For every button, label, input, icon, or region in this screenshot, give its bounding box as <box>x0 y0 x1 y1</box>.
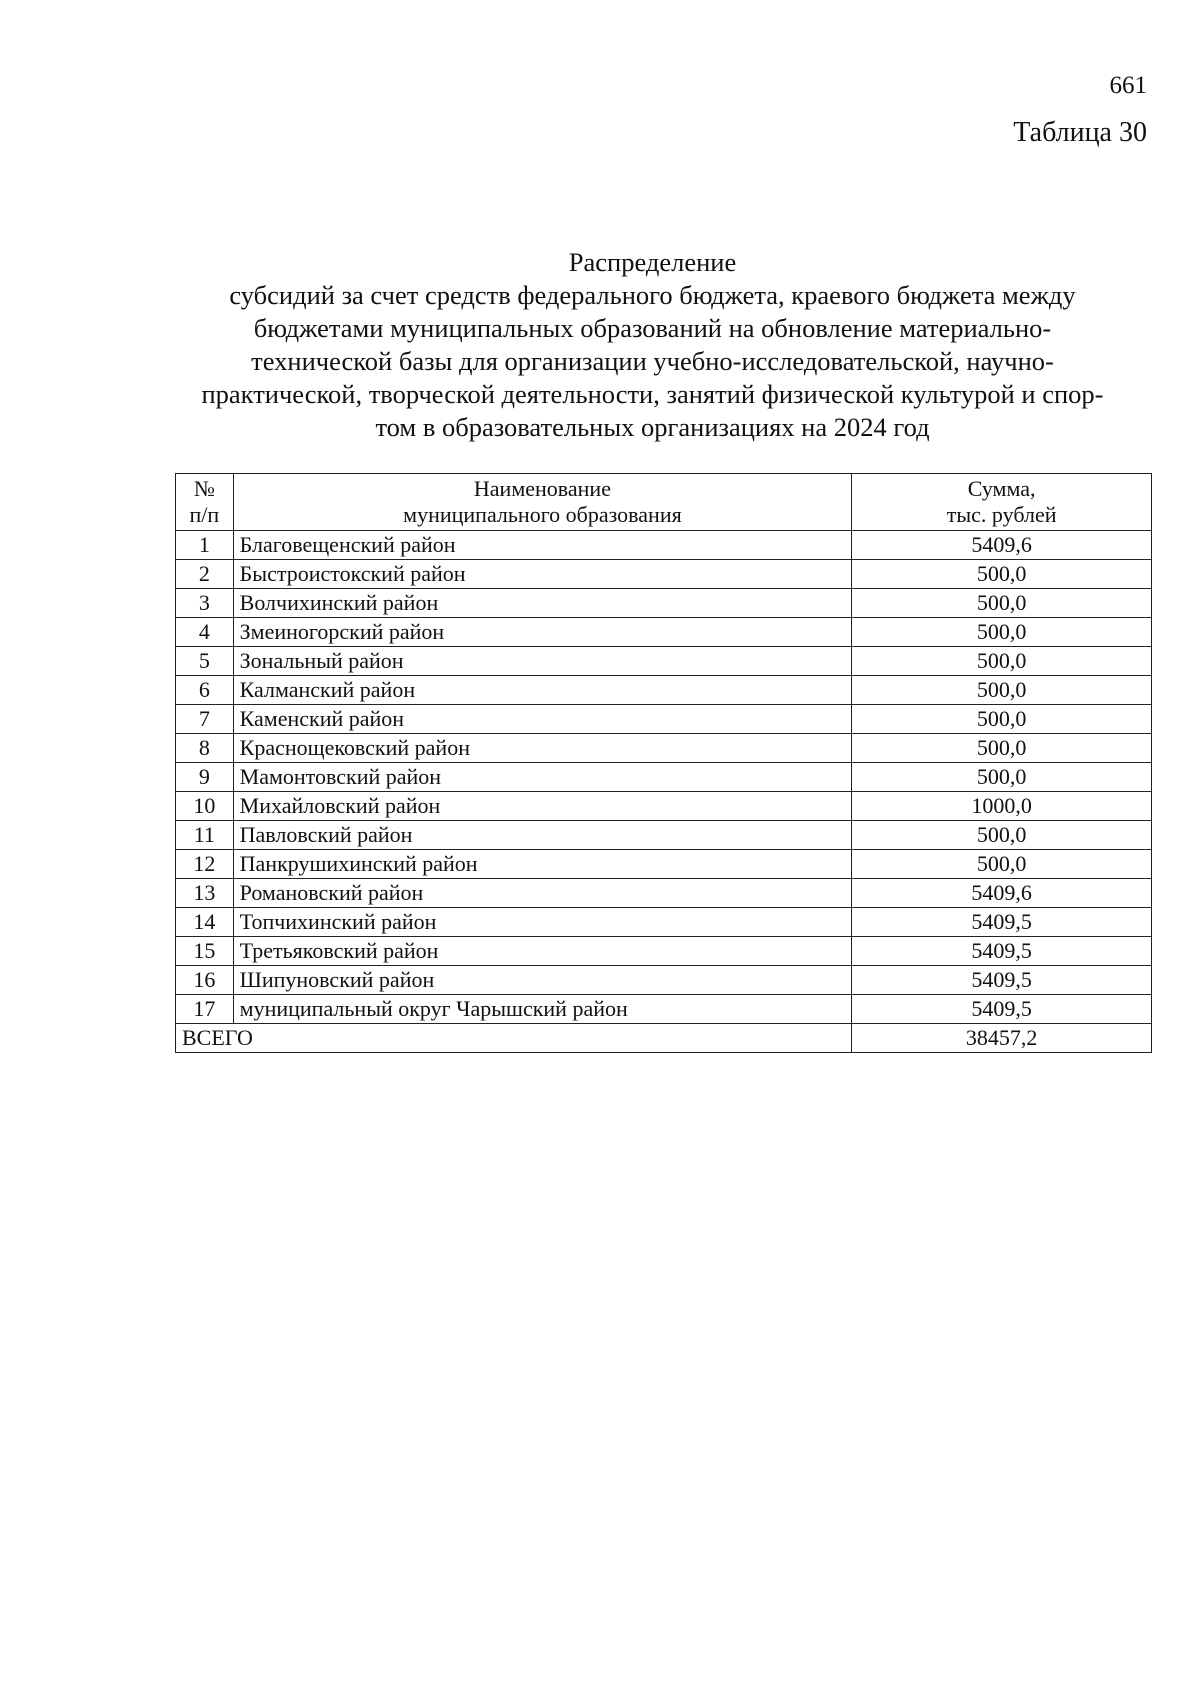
municipality-name: Благовещенский район <box>233 531 852 560</box>
row-number: 10 <box>176 792 234 821</box>
municipality-name: Павловский район <box>233 821 852 850</box>
subsidy-amount: 1000,0 <box>852 792 1152 821</box>
subsidy-amount: 500,0 <box>852 676 1152 705</box>
table-row <box>176 589 1152 618</box>
municipality-name: Зональный район <box>233 647 852 676</box>
subsidy-amount: 5409,5 <box>852 908 1152 937</box>
title-line: бюджетами муниципальных образований на обновление материально- <box>253 313 1052 343</box>
header-num-line: п/п <box>189 502 220 527</box>
table-row <box>176 879 1152 908</box>
table-label: Таблица 30 <box>1013 117 1147 148</box>
total-sum: 38457,2 <box>852 1024 1152 1053</box>
row-number: 13 <box>176 879 234 908</box>
subsidy-amount: 5409,5 <box>852 995 1152 1024</box>
subsidy-amount: 5409,6 <box>852 879 1152 908</box>
subsidy-amount: 500,0 <box>852 647 1152 676</box>
header-row <box>176 474 1152 531</box>
row-number: 1 <box>176 531 234 560</box>
municipality-name: Быстроистокский район <box>233 560 852 589</box>
row-number: 8 <box>176 734 234 763</box>
table-row <box>176 560 1152 589</box>
header-sum-line: Сумма, <box>967 476 1036 501</box>
subsidy-amount: 5409,6 <box>852 531 1152 560</box>
municipality-name: Панкрушихинский район <box>233 850 852 879</box>
row-number: 4 <box>176 618 234 647</box>
header-name-line: муниципального образования <box>403 502 682 527</box>
row-number: 6 <box>176 676 234 705</box>
municipality-name: Мамонтовский район <box>233 763 852 792</box>
municipality-name: Каменский район <box>233 705 852 734</box>
table-row <box>176 647 1152 676</box>
municipality-name: Третьяковский район <box>233 937 852 966</box>
table-row <box>176 763 1152 792</box>
title-heading: Распределение <box>568 247 737 277</box>
total-label: ВСЕГО <box>176 1024 852 1053</box>
page-number: 661 <box>1109 72 1147 99</box>
municipality-name: Волчихинский район <box>233 589 852 618</box>
municipality-name: Шипуновский район <box>233 966 852 995</box>
subsidy-amount: 500,0 <box>852 763 1152 792</box>
subsidy-amount: 500,0 <box>852 821 1152 850</box>
municipality-name: Романовский район <box>233 879 852 908</box>
row-number: 5 <box>176 647 234 676</box>
table-row <box>176 850 1152 879</box>
municipality-name: муниципальный округ Чарышский район <box>233 995 852 1024</box>
header-name-line: Наименование <box>473 476 611 501</box>
row-number: 12 <box>176 850 234 879</box>
table-row <box>176 705 1152 734</box>
row-number: 15 <box>176 937 234 966</box>
title-line: субсидий за счет средств федерального бюджета, краевого бюджета между <box>229 280 1076 310</box>
table-row <box>176 937 1152 966</box>
row-number: 2 <box>176 560 234 589</box>
row-number: 14 <box>176 908 234 937</box>
header-sum <box>852 474 1152 531</box>
table-row <box>176 995 1152 1024</box>
header-sum-line: тыс. рублей <box>946 502 1057 527</box>
municipality-name: Михайловский район <box>233 792 852 821</box>
municipality-name: Краснощековский район <box>233 734 852 763</box>
row-number: 9 <box>176 763 234 792</box>
subsidy-amount: 500,0 <box>852 560 1152 589</box>
table-footer <box>176 1024 1152 1053</box>
header-num-line: № <box>193 476 215 501</box>
table-row <box>176 821 1152 850</box>
subsidy-amount: 500,0 <box>852 850 1152 879</box>
distribution-table <box>175 473 1152 1053</box>
municipality-name: Змеиногорский район <box>233 618 852 647</box>
table-body <box>176 531 1152 1024</box>
table-header <box>176 474 1152 531</box>
subsidy-amount: 500,0 <box>852 734 1152 763</box>
title-line: практической, творческой деятельности, занятий физической культурой и спор- <box>201 379 1104 409</box>
title-line: технической базы для организации учебно-исследовательской, научно- <box>251 346 1054 376</box>
subsidy-amount: 500,0 <box>852 589 1152 618</box>
subsidy-amount: 5409,5 <box>852 937 1152 966</box>
document-title <box>160 246 1145 444</box>
table-row <box>176 531 1152 560</box>
title-line: том в образовательных организациях на 2024 год <box>375 412 930 442</box>
total-row <box>176 1024 1152 1053</box>
row-number: 17 <box>176 995 234 1024</box>
municipality-name: Калманский район <box>233 676 852 705</box>
table-row <box>176 676 1152 705</box>
subsidy-amount: 5409,5 <box>852 966 1152 995</box>
header-num <box>176 474 234 531</box>
row-number: 7 <box>176 705 234 734</box>
table-row <box>176 792 1152 821</box>
header-name <box>233 474 852 531</box>
subsidy-amount: 500,0 <box>852 705 1152 734</box>
table-row <box>176 618 1152 647</box>
table-row <box>176 908 1152 937</box>
row-number: 3 <box>176 589 234 618</box>
row-number: 11 <box>176 821 234 850</box>
table-row <box>176 734 1152 763</box>
table-row <box>176 966 1152 995</box>
subsidy-amount: 500,0 <box>852 618 1152 647</box>
row-number: 16 <box>176 966 234 995</box>
municipality-name: Топчихинский район <box>233 908 852 937</box>
